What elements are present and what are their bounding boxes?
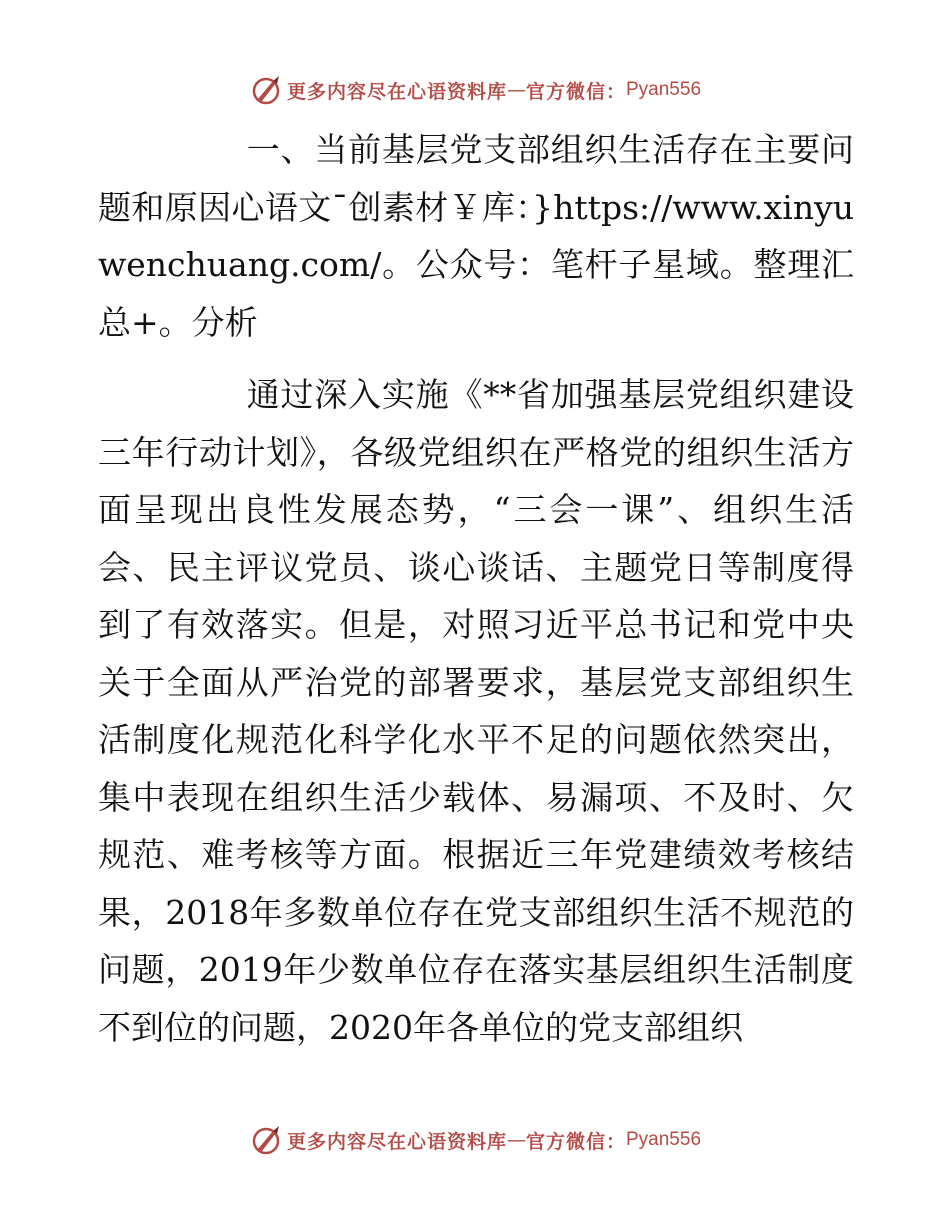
body-paragraph: [98, 366, 854, 1056]
quill-pen-logo-icon: [249, 73, 283, 107]
watermark-separator: —: [506, 79, 526, 101]
watermark-label: 官方微信：: [525, 80, 626, 103]
watermark-handle: Pyan556: [626, 79, 702, 100]
section-heading: [98, 121, 854, 351]
watermark-separator: —: [506, 1129, 526, 1151]
watermark-text: 更多内容尽在心语资料库: [286, 1130, 507, 1153]
watermark-footer: [0, 1120, 950, 1160]
paragraph-text: 通过深入实施《**省加强基层党组织建设三年行动计划》，各级党组织在严格党的组织生活方面呈现出良性发展态势，“三会一课”、组织生活会、民主评议党员、谈心谈话、主题党日等制度得到了有效落实。但是，对照习近平总书记和党中央关于全面从严治党的部署要求，基层党支部组织生活制度化规范化科学化水平不足的问题依然突出，集中表现在组织生活少载体、易漏项、不及时、欠规范、难考核等方面。根据近三年党建绩效考核结果，2018年多数单位存在党支部组织生活不规范的问题，2019年少数单位存在落实基层组织生活制度不到位的问题，2020年各单位的党支部组织: [98, 375, 854, 1047]
watermark-header: [0, 70, 950, 110]
watermark-handle: Pyan556: [626, 1129, 702, 1150]
heading-text: 一、当前基层党支部组织生活存在主要问题和原因心语文¯创素材￥库：}https://www.xinyuwenchuang.com/。公众号：笔杆子星域。整理汇总+。分析: [98, 130, 854, 342]
watermark-label: 官方微信：: [525, 1130, 626, 1153]
quill-pen-logo-icon: [249, 1123, 283, 1157]
watermark-text: 更多内容尽在心语资料库: [286, 80, 507, 103]
